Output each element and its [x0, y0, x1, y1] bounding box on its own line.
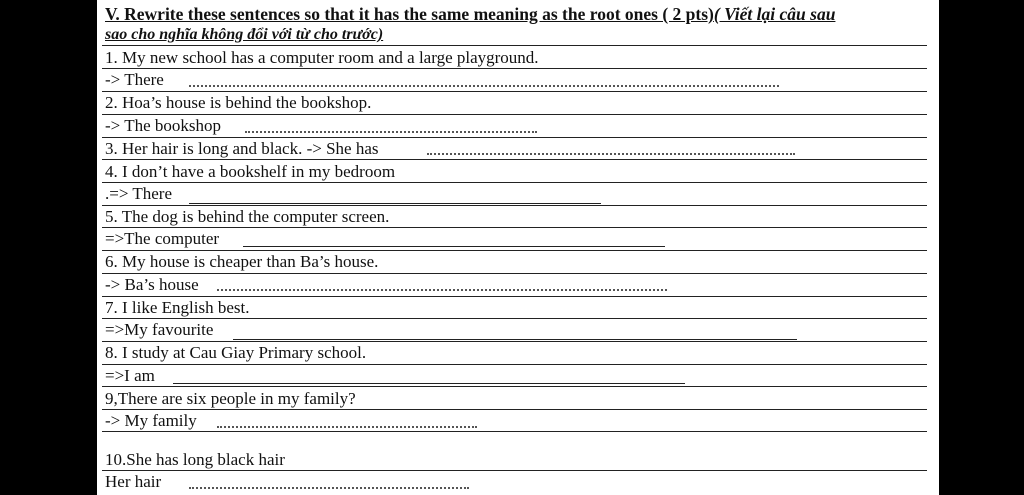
divider	[102, 182, 927, 183]
sentence-9: 9,There are six people in my family?	[105, 389, 356, 408]
divider	[102, 114, 927, 115]
prompt-4: .=> There	[105, 184, 173, 203]
answer-line-1[interactable]	[189, 85, 779, 87]
divider	[102, 91, 927, 92]
sentence-7: 7. I like English best.	[105, 298, 250, 317]
prompt-5: =>The computer	[105, 229, 220, 248]
answer-line-2[interactable]	[245, 131, 537, 133]
sentence-10: 10.She has long black hair	[105, 450, 285, 469]
divider	[102, 205, 927, 206]
sentence-3: 3. Her hair is long and black. -> She has	[105, 139, 379, 158]
worksheet-page	[97, 0, 939, 495]
answer-line-3[interactable]	[427, 153, 795, 155]
sentence-4: 4. I don’t have a bookshelf in my bedroom	[105, 162, 396, 181]
answer-line-9[interactable]	[217, 426, 477, 428]
prompt-9: -> My family	[105, 411, 197, 430]
divider	[102, 364, 927, 365]
divider	[102, 273, 927, 274]
sentence-2: 2. Hoa’s house is behind the bookshop.	[105, 93, 372, 112]
sentence-5: 5. The dog is behind the computer screen.	[105, 207, 390, 226]
divider	[102, 250, 927, 251]
divider	[102, 296, 927, 297]
divider	[102, 45, 927, 46]
divider	[102, 318, 927, 319]
prompt-6: -> Ba’s house	[105, 275, 199, 294]
prompt-7: =>My favourite	[105, 320, 214, 339]
answer-line-5[interactable]	[243, 246, 665, 247]
divider	[102, 68, 927, 69]
divider	[102, 431, 927, 432]
answer-line-7[interactable]	[233, 339, 797, 340]
divider	[102, 409, 927, 410]
prompt-1: -> There	[105, 70, 164, 89]
sentence-1: 1. My new school has a computer room and a large playground.	[105, 48, 539, 67]
section-subtitle: sao cho nghĩa không đổi với từ cho trước)	[105, 26, 384, 43]
prompt-10: Her hair	[105, 472, 162, 491]
section-title: V. Rewrite these sentences so that it has the same meaning as the root ones ( 2 pts)( Viết lại câu sau	[105, 4, 836, 24]
divider	[102, 386, 927, 387]
answer-line-4[interactable]	[189, 203, 601, 204]
answer-line-10[interactable]	[189, 487, 469, 489]
answer-line-8[interactable]	[173, 383, 685, 384]
divider	[102, 227, 927, 228]
sentence-8: 8. I study at Cau Giay Primary school.	[105, 343, 367, 362]
divider	[102, 470, 927, 471]
divider	[102, 159, 927, 160]
prompt-2: -> The bookshop	[105, 116, 221, 135]
divider	[102, 341, 927, 342]
prompt-8: =>I am	[105, 366, 155, 385]
divider	[102, 137, 927, 138]
answer-line-6[interactable]	[217, 289, 667, 291]
sentence-6: 6. My house is cheaper than Ba’s house.	[105, 252, 379, 271]
